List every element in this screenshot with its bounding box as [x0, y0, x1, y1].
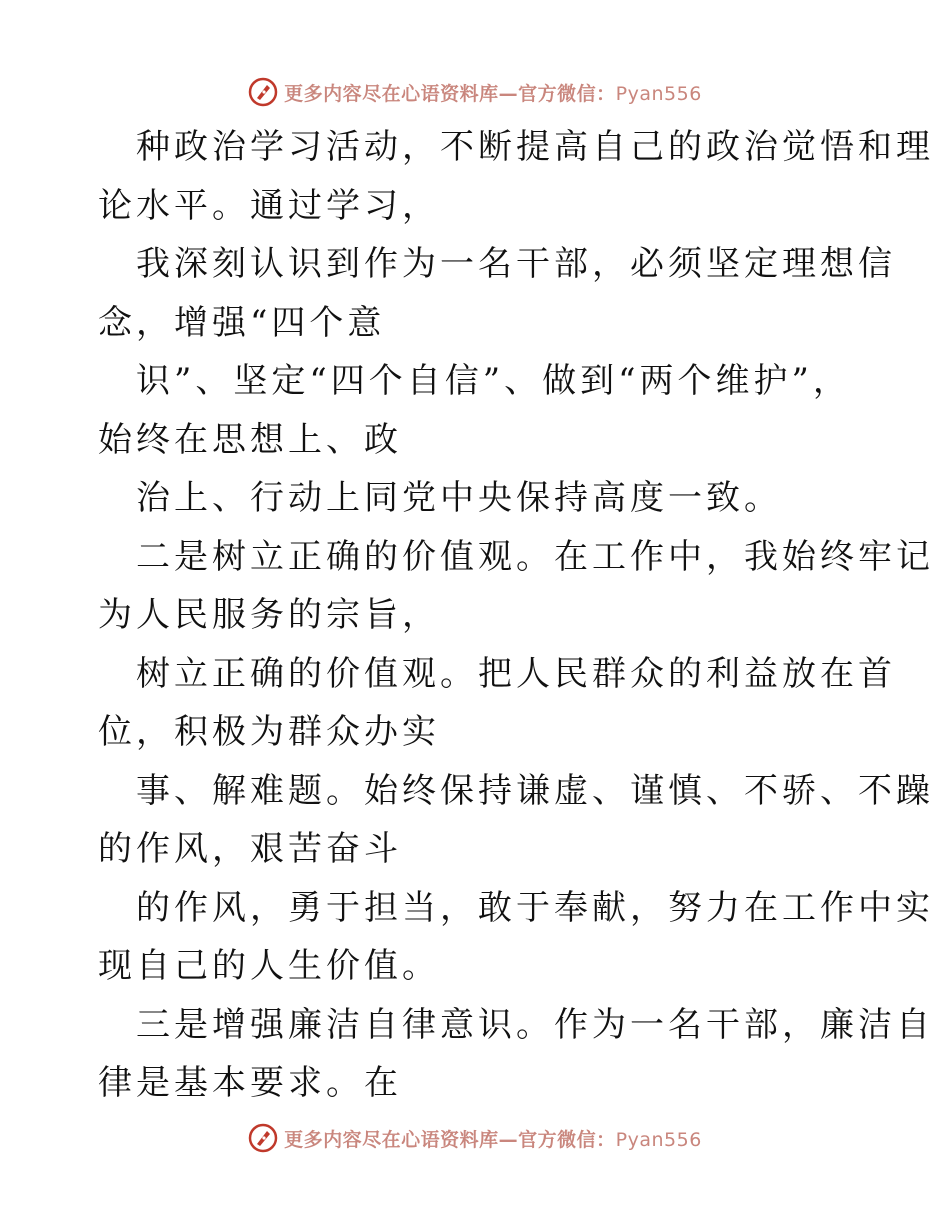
- text-line: 识”、坚定“四个自信”、做到“两个维护”，: [136, 361, 851, 401]
- text-line: 现自己的人生价值。: [98, 946, 440, 986]
- pen-nib-logo-icon: [248, 77, 278, 107]
- footer-banner: [0, 1118, 950, 1158]
- text-line: 三是增强廉洁自律意识。作为一名干部，廉洁自: [136, 1004, 934, 1045]
- text-line: 二是树立正确的价值观。在工作中，我始终牢记: [136, 536, 934, 577]
- footer-banner-text: [284, 1125, 702, 1152]
- header-banner-text: [284, 79, 702, 106]
- text-line: 为人民服务的宗旨，: [98, 595, 440, 635]
- text-line: 的作风，勇于担当，敢于奉献，努力在工作中实: [136, 887, 934, 928]
- header-banner: [0, 72, 950, 112]
- text-line: 位，积极为群众办实: [98, 712, 440, 752]
- text-line: 我深刻认识到作为一名干部，必须坚定理想信: [136, 244, 896, 284]
- text-line: 念，增强“四个意: [98, 302, 386, 343]
- header-banner-label: 更多内容尽在心语资料库—官方微信：: [284, 82, 616, 105]
- text-line: 律是基本要求。在: [98, 1063, 402, 1103]
- header-wechat-id: Pyan556: [615, 82, 702, 105]
- footer-wechat-id: Pyan556: [615, 1128, 702, 1151]
- text-line: 树立正确的价值观。把人民群众的利益放在首: [136, 653, 896, 694]
- text-line: 的作风，艰苦奋斗: [98, 829, 402, 869]
- text-line: 始终在思想上、政: [98, 419, 402, 460]
- text-line: 治上、行动上同党中央保持高度一致。: [136, 478, 782, 518]
- text-line: 种政治学习活动，不断提高自己的政治觉悟和理: [136, 127, 934, 167]
- footer-banner-label: 更多内容尽在心语资料库—官方微信：: [284, 1128, 616, 1151]
- pen-nib-logo-icon: [248, 1123, 278, 1153]
- document-body: [98, 118, 934, 1113]
- text-line: 事、解难题。始终保持谦虚、谨慎、不骄、不躁: [136, 770, 934, 811]
- text-line: 论水平。通过学习，: [98, 185, 440, 226]
